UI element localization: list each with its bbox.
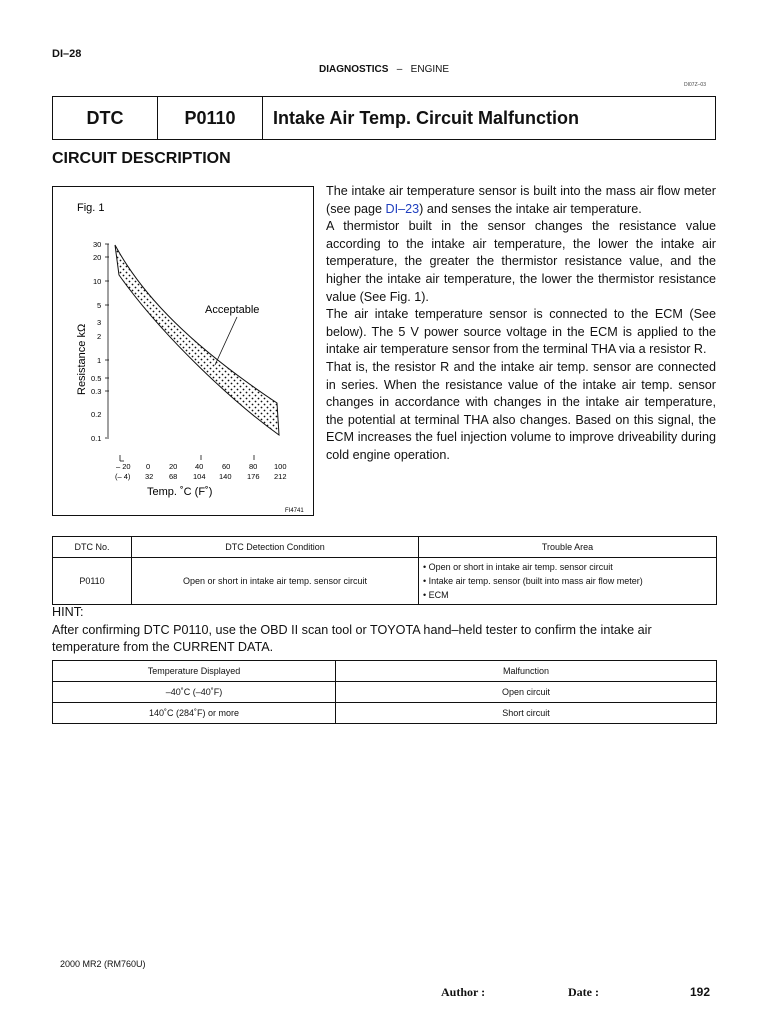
x-tick-c-100: 100 xyxy=(274,462,287,471)
trouble-area-item: • Intake air temp. sensor (built into mass air flow meter) xyxy=(423,576,643,586)
y-tick-0-5: 0.5 xyxy=(91,374,102,383)
doc-id: DI07Z–03 xyxy=(684,82,706,88)
header-section: DIAGNOSTICS xyxy=(318,64,389,75)
annotation-leader xyxy=(215,317,237,365)
x-tick-c-40: 40 xyxy=(195,462,204,471)
x-tick-c-80: 80 xyxy=(249,462,258,471)
malfunction-cell: Open circuit xyxy=(336,682,717,703)
description-paragraph-3: The air intake temperature sensor is connected to the ECM (See below). The 5 V power source voltage in the ECM is applied to the intake air temperature sensor from the terminal THA via a resistor R. xyxy=(326,307,716,357)
malfunction-cell: Short circuit xyxy=(336,703,717,724)
y-axis-label: Resistance kΩ xyxy=(76,323,88,395)
detection-condition-cell: Open or short in intake air temp. sensor circuit xyxy=(132,558,419,605)
temperature-table xyxy=(52,660,717,724)
y-tick-3: 3 xyxy=(97,318,102,327)
y-tick-5: 5 xyxy=(97,301,102,310)
dtc-code: P0110 xyxy=(158,97,263,139)
y-tick-2: 2 xyxy=(97,332,102,341)
temp-cell: –40˚C (–40˚F) xyxy=(53,682,336,703)
page-label: DI–28 xyxy=(52,48,82,60)
x-tick-f-104: 104 xyxy=(193,472,206,481)
resistance-chart xyxy=(53,187,315,517)
header-subsection: ENGINE xyxy=(410,64,450,75)
dtc-code-cell: P0110 xyxy=(53,558,132,605)
y-tick-0-2: 0.2 xyxy=(91,410,102,419)
temp-table-header xyxy=(53,661,717,682)
page-header xyxy=(0,64,768,75)
x-tick-c-neg20: – 20 xyxy=(116,462,131,471)
x-tick-f-32: 32 xyxy=(145,472,154,481)
table-row xyxy=(53,682,717,703)
footer-model: 2000 MR2 (RM760U) xyxy=(60,959,146,969)
dtc-table xyxy=(52,536,717,605)
x-tick-c-0: 0 xyxy=(146,462,151,471)
x-tick-f-68: 68 xyxy=(169,472,178,481)
x-tick-f-neg4: (– 4) xyxy=(115,472,131,481)
title-box xyxy=(52,96,716,140)
col-malfunction: Malfunction xyxy=(336,661,717,682)
description-paragraph-2: A thermistor built in the sensor changes the resistance value according to the intake air temperature, the lower the intake air temperature, the greater the thermistor resistance value, and the higher the intake air temperature, the lower the thermistor resistance value (See Fig. 1). xyxy=(326,219,716,304)
y-tick-0-3: 0.3 xyxy=(91,387,102,396)
hint-text: After confirming DTC P0110, use the OBD II scan tool or TOYOTA hand–held tester to confirm the intake air temperature from the CURRENT DATA. xyxy=(52,622,652,655)
temp-cell: 140˚C (284˚F) or more xyxy=(53,703,336,724)
x-axis-label: Temp. ˚C (F˚) xyxy=(147,486,213,498)
dtc-table-header xyxy=(53,537,717,558)
table-row xyxy=(53,703,717,724)
description-paragraph-1: The intake air temperature sensor is built into the mass air flow meter (see page DI–23) and senses the intake air temperature. xyxy=(326,184,716,216)
table-row xyxy=(53,558,717,605)
dtc-title: Intake Air Temp. Circuit Malfunction xyxy=(273,107,580,128)
footer-page-number: 192 xyxy=(690,985,711,999)
footer-author: Author : xyxy=(441,985,486,999)
x-tick-f-140: 140 xyxy=(219,472,232,481)
trouble-area-item: • Open or short in intake air temp. sensor circuit xyxy=(423,562,613,572)
circuit-description-text xyxy=(326,183,716,465)
hint-section xyxy=(52,604,720,657)
description-paragraph-4: That is, the resistor R and the intake air temp. sensor are connected in series. When the resistance value of the intake air temp. sensor changes in accordance with changes in the intake air temperature, the potential at terminal THA also changes. Based on this signal, the ECM increases the fuel injection volume to improve driveability during cold engine operation. xyxy=(326,359,716,462)
col-trouble-area: Trouble Area xyxy=(419,537,717,558)
footer-date: Date : xyxy=(568,985,599,999)
y-tick-1: 1 xyxy=(97,356,102,365)
x-tick-c-20: 20 xyxy=(169,462,178,471)
x-tick-f-212: 212 xyxy=(274,472,287,481)
y-ticks xyxy=(91,240,109,443)
resistance-figure xyxy=(52,186,314,516)
y-tick-30: 30 xyxy=(93,240,102,249)
page-link-di23[interactable]: DI–23 xyxy=(385,201,420,216)
y-tick-0-1: 0.1 xyxy=(91,434,102,443)
figure-code: FI4741 xyxy=(285,508,304,514)
hint-label: HINT: xyxy=(52,605,84,619)
col-detection-condition: DTC Detection Condition xyxy=(132,537,419,558)
dtc-label: DTC xyxy=(53,97,158,139)
header-separator: – xyxy=(396,64,403,75)
acceptable-annotation: Acceptable xyxy=(205,304,260,316)
trouble-area-item: • ECM xyxy=(423,590,449,600)
acceptable-band xyxy=(115,245,279,435)
col-dtc-no: DTC No. xyxy=(53,537,132,558)
trouble-area-cell xyxy=(419,558,717,605)
x-ticks xyxy=(115,455,287,481)
x-tick-f-176: 176 xyxy=(247,472,260,481)
x-tick-c-60: 60 xyxy=(222,462,231,471)
y-tick-10: 10 xyxy=(93,277,102,286)
fig-label: Fig. 1 xyxy=(77,202,105,214)
circuit-description-heading: CIRCUIT DESCRIPTION xyxy=(52,150,231,167)
col-temperature-displayed: Temperature Displayed xyxy=(53,661,336,682)
y-tick-20: 20 xyxy=(93,253,102,262)
